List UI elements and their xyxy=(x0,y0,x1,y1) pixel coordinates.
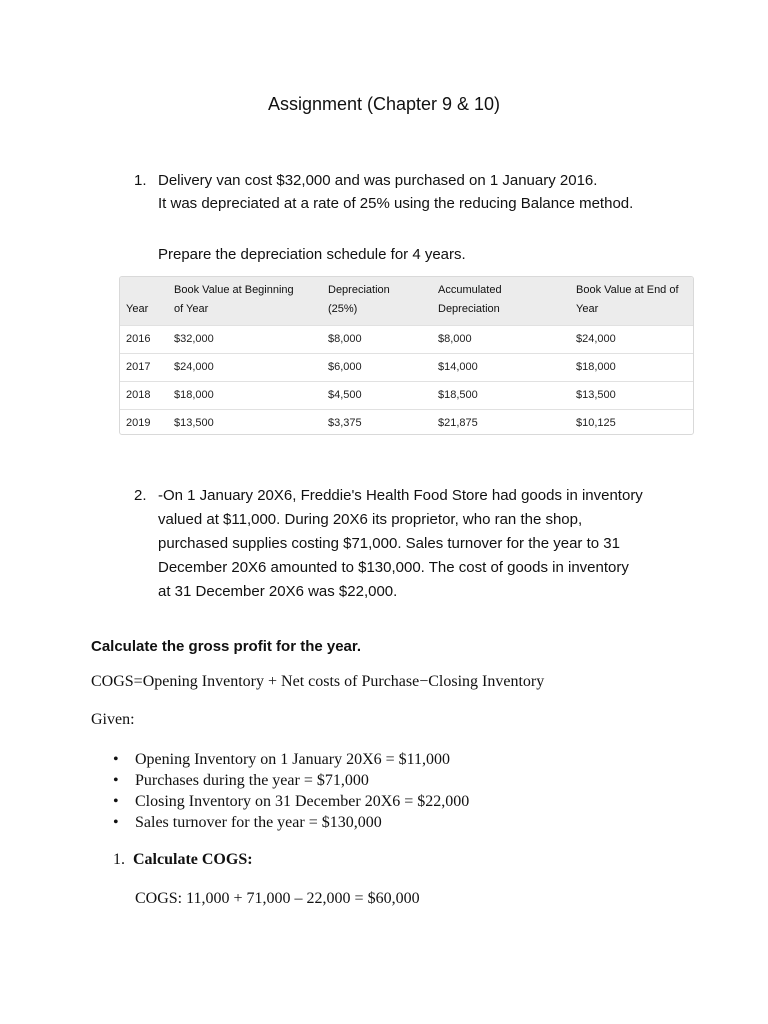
cell-book-value-end: $24,000 xyxy=(570,325,693,353)
header-line1: Book Value at End of xyxy=(576,283,679,296)
question-2-line-4: December 20X6 amounted to $130,000. The cost of goods in inventory xyxy=(158,559,629,576)
header-line2: Year xyxy=(576,302,599,315)
bullet-icon: • xyxy=(113,814,119,831)
cell-accumulated: $21,875 xyxy=(432,409,570,435)
table-header-row xyxy=(120,277,693,325)
header-year xyxy=(120,277,168,325)
given-list xyxy=(113,749,469,833)
list-item-text: Opening Inventory on 1 January 20X6 = $11,000 xyxy=(135,751,451,768)
cogs-formula: COGS=Opening Inventory + Net costs of Purchase−Closing Inventory xyxy=(91,673,545,690)
cell-book-value-end: $10,125 xyxy=(570,409,693,435)
cell-year: 2019 xyxy=(120,409,168,435)
question-1-line-2: It was depreciated at a rate of 25% using the reducing Balance method. xyxy=(158,195,634,212)
header-line1: Depreciation xyxy=(328,283,390,296)
cell-book-value-end: $18,000 xyxy=(570,353,693,381)
document-title: Assignment (Chapter 9 & 10) xyxy=(267,94,501,114)
table-row xyxy=(120,409,693,435)
step-1 xyxy=(113,851,253,869)
question-1-line-1: Delivery van cost $32,000 and was purchased on 1 January 2016. xyxy=(158,172,598,189)
bullet-icon: • xyxy=(113,772,119,789)
cell-accumulated: $18,500 xyxy=(432,381,570,409)
question-2-number: 2. xyxy=(134,487,147,504)
given-label: Given: xyxy=(91,711,135,728)
list-item-text: Closing Inventory on 31 December 20X6 = $22,000 xyxy=(135,793,470,810)
bullet-icon: • xyxy=(113,751,119,768)
cell-depreciation: $6,000 xyxy=(322,353,432,381)
header-line2: (25%) xyxy=(328,302,358,315)
step-label: Calculate COGS: xyxy=(133,851,253,868)
cell-book-value-beginning: $24,000 xyxy=(168,353,322,381)
cell-year: 2016 xyxy=(120,325,168,353)
list-item xyxy=(113,791,469,812)
header-year-text: Year xyxy=(126,302,149,315)
cell-depreciation: $3,375 xyxy=(322,409,432,435)
cogs-calculation: COGS: 11,000 + 71,000 – 22,000 = $60,000 xyxy=(135,890,420,907)
question-2-line-1: -On 1 January 20X6, Freddie's Health Food Store had goods in inventory xyxy=(158,487,643,504)
question-2-line-5: at 31 December 20X6 was $22,000. xyxy=(158,583,398,600)
step-number: 1. xyxy=(113,851,125,868)
cell-book-value-beginning: $18,000 xyxy=(168,381,322,409)
cell-book-value-end: $13,500 xyxy=(570,381,693,409)
solution-heading: Calculate the gross profit for the year. xyxy=(91,638,362,655)
header-line1: Book Value at Beginning xyxy=(174,283,294,296)
table-row xyxy=(120,353,693,381)
header-line2: Depreciation xyxy=(438,302,500,315)
header-depreciation xyxy=(322,277,432,325)
header-line1: Accumulated xyxy=(438,283,502,296)
cell-book-value-beginning: $32,000 xyxy=(168,325,322,353)
question-2-line-3: purchased supplies costing $71,000. Sales turnover for the year to 31 xyxy=(158,535,620,552)
list-item-text: Sales turnover for the year = $130,000 xyxy=(135,814,382,831)
table-row xyxy=(120,381,693,409)
depreciation-table xyxy=(119,276,694,435)
list-item xyxy=(113,770,469,791)
cell-accumulated: $14,000 xyxy=(432,353,570,381)
cell-depreciation: $4,500 xyxy=(322,381,432,409)
header-accumulated-depreciation xyxy=(432,277,570,325)
cell-depreciation: $8,000 xyxy=(322,325,432,353)
cell-book-value-beginning: $13,500 xyxy=(168,409,322,435)
cell-year: 2018 xyxy=(120,381,168,409)
header-line2: of Year xyxy=(174,302,209,315)
question-2-line-2: valued at $11,000. During 20X6 its proprietor, who ran the shop, xyxy=(158,511,583,528)
bullet-icon: • xyxy=(113,793,119,810)
question-1-instruction: Prepare the depreciation schedule for 4 years. xyxy=(158,246,466,263)
list-item xyxy=(113,812,469,833)
question-1-number: 1. xyxy=(134,172,147,189)
header-book-value-beginning xyxy=(168,277,322,325)
list-item xyxy=(113,749,469,770)
table-row xyxy=(120,325,693,353)
cell-year: 2017 xyxy=(120,353,168,381)
cell-accumulated: $8,000 xyxy=(432,325,570,353)
header-book-value-end xyxy=(570,277,693,325)
list-item-text: Purchases during the year = $71,000 xyxy=(135,772,369,789)
